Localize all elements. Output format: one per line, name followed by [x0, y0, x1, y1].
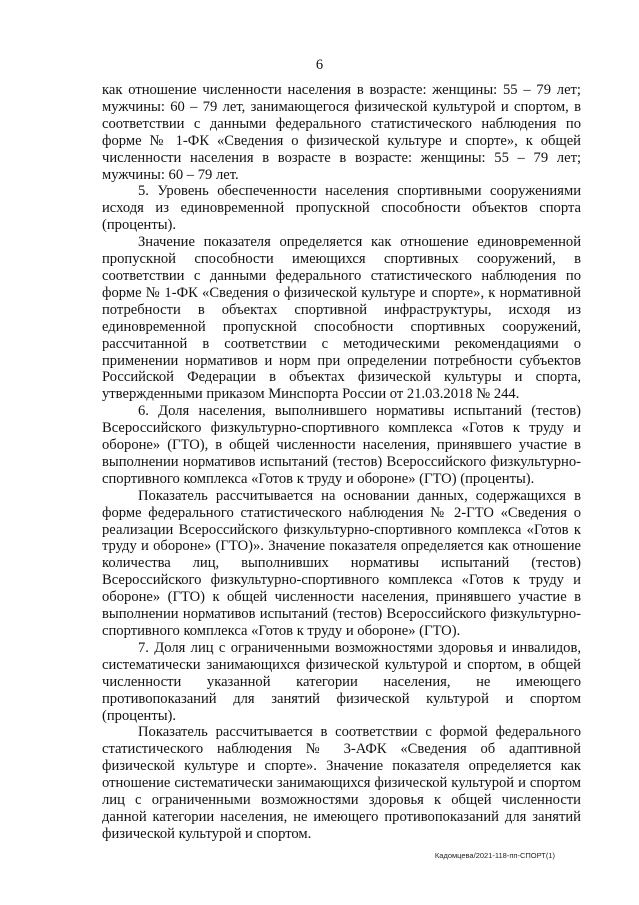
paragraph-2: 5. Уровень обеспеченности населения спортивными сооружениями исходя из единовременной пропускной способности объектов спорта (проценты). — [102, 183, 581, 234]
paragraph-3: Значение показателя определяется как отношение единовременной пропускной способности имеющихся спортивных сооружений, в соответствии с данными федерального статистического наблюдения по форме № 1-ФК «Сведения о физической культуре и спорте», к нормативной потребности в объектах спортивной инфраструктуры, исходя из единовременной пропускной способности спортивных сооружений, рассчитанной в соответствии с методическими рекомендациями о применении нормативов и норм при определении потребности субъектов Российской Федерации в объектах физической культуры и спорта, утвержденными приказом Минспорта России от 21.03.2018 № 244. — [102, 234, 581, 403]
paragraph-5: Показатель рассчитывается на основании данных, содержащихся в форме федерального статистического наблюдения № 2-ГТО «Сведения о реализации Всероссийского физкультурно-спортивного комплекса «Готов к труду и обороне» (ГТО)». Значение показателя определяется как отношение количества лиц, выполнивших нормативы испытаний (тестов) Всероссийского физкультурно-спортивного комплекса «Готов к труду и обороне» (ГТО) к общей численности населения, принявшего участие в выполнении нормативов испытаний (тестов) Всероссийского физкультурно-спортивного комплекса «Готов к труду и обороне» (ГТО). — [102, 487, 581, 639]
page-number: 6 — [315, 57, 324, 73]
document-body — [102, 82, 581, 843]
paragraph-4: 6. Доля населения, выполнившего нормативы испытаний (тестов) Всероссийского физкультурно-спортивного комплекса «Готов к труду и обороне» (ГТО), в общей численности населения, принявшего участие в выполнении нормативов испытаний (тестов) Всероссийского физкультурно-спортивного комплекса «Готов к труду и обороне» (ГТО) (проценты). — [102, 403, 581, 487]
paragraph-6: 7. Доля лиц с ограниченными возможностями здоровья и инвалидов, систематически занимающихся физической культурой и спортом, в общей численности указанной категории населения, не имеющего противопоказаний для занятий физической культурой и спортом (проценты). — [102, 639, 581, 724]
document-footer-code: Кадомцева/2021-118-пп-СПОРТ(1) — [434, 851, 555, 860]
paragraph-1: как отношение численности населения в возрасте: женщины: 55 – 79 лет; мужчины: 60 – 79 лет, занимающегося физической культурой и спортом, в соответствии с данными федерального статистического наблюдения по форме № 1-ФК «Сведения о физической культуре и спорте», к общей численности населения в возрасте в возрасте: женщины: 55 – 79 лет; мужчины: 60 – 79 лет. — [102, 82, 581, 183]
paragraph-7: Показатель рассчитывается в соответствии с формой федерального статистического наблюдения № 3-АФК «Сведения об адаптивной физической культуре и спорте». Значение показателя определяется как отношение систематически занимающихся физической культурой и спортом лиц с ограниченными возможностями здоровья к общей численности данной категории населения, не имеющего противопоказаний для занятий физической культурой и спортом. — [102, 724, 581, 842]
